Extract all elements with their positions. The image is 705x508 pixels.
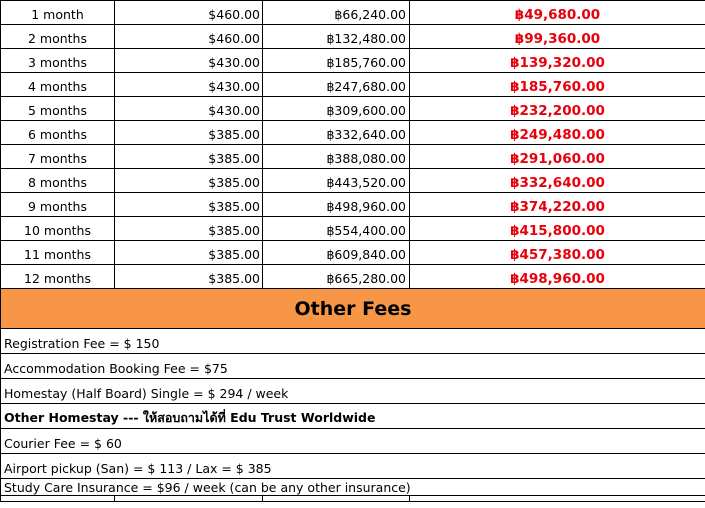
weekly-rate-cell: $385.00 (115, 217, 263, 241)
thb-amount-cell: ฿665,280.00 (263, 265, 410, 289)
duration-cell: 5 months (1, 97, 115, 121)
accommodation-booking-fee: Accommodation Booking Fee = $75 (1, 354, 705, 379)
fee-row (1, 479, 705, 496)
duration-cell: 6 months (1, 121, 115, 145)
registration-fee: Registration Fee = $ 150 (1, 329, 705, 354)
duration-cell: 3 months (1, 49, 115, 73)
thb-amount-cell: ฿185,760.00 (263, 49, 410, 73)
table-row (1, 241, 705, 265)
weekly-rate-cell: $385.00 (115, 121, 263, 145)
table-row (1, 49, 705, 73)
table-row (1, 97, 705, 121)
weekly-rate-cell: $385.00 (115, 265, 263, 289)
insurance-fee: Study Care Insurance = $96 / week (can be any other insurance) (1, 479, 705, 496)
thb-amount-cell: ฿443,520.00 (263, 169, 410, 193)
table-row (1, 73, 705, 97)
fee-row (1, 429, 705, 454)
thb-amount-cell: ฿247,680.00 (263, 73, 410, 97)
weekly-rate-cell: $385.00 (115, 241, 263, 265)
weekly-rate-cell: $385.00 (115, 169, 263, 193)
duration-cell: 10 months (1, 217, 115, 241)
thb-amount-cell: ฿332,640.00 (263, 121, 410, 145)
thb-amount-cell: ฿66,240.00 (263, 1, 410, 25)
total-price-cell: ฿232,200.00 (410, 97, 705, 121)
fee-row (1, 404, 705, 429)
other-fees-header-row (1, 289, 705, 329)
total-price-cell: ฿185,760.00 (410, 73, 705, 97)
table-stub-row (1, 496, 705, 502)
fee-row (1, 329, 705, 354)
weekly-rate-cell: $385.00 (115, 193, 263, 217)
thb-amount-cell: ฿609,840.00 (263, 241, 410, 265)
other-homestay-note: Other Homestay --- ให้สอบถามได้ที่ Edu Trust Worldwide (1, 404, 705, 429)
thb-amount-cell: ฿132,480.00 (263, 25, 410, 49)
courier-fee: Courier Fee = $ 60 (1, 429, 705, 454)
total-price-cell: ฿374,220.00 (410, 193, 705, 217)
table-row (1, 217, 705, 241)
duration-cell: 12 months (1, 265, 115, 289)
fee-row (1, 379, 705, 404)
fee-row (1, 354, 705, 379)
total-price-cell: ฿99,360.00 (410, 25, 705, 49)
table-row (1, 265, 705, 289)
duration-cell: 1 month (1, 1, 115, 25)
weekly-rate-cell: $460.00 (115, 1, 263, 25)
thb-amount-cell: ฿498,960.00 (263, 193, 410, 217)
airport-pickup-fee: Airport pickup (San) = $ 113 / Lax = $ 385 (1, 454, 705, 479)
other-fees-title: Other Fees (1, 289, 705, 329)
weekly-rate-cell: $430.00 (115, 49, 263, 73)
total-price-cell: ฿139,320.00 (410, 49, 705, 73)
total-price-cell: ฿291,060.00 (410, 145, 705, 169)
homestay-fee: Homestay (Half Board) Single = $ 294 / week (1, 379, 705, 404)
table-row (1, 121, 705, 145)
table-row (1, 193, 705, 217)
thb-amount-cell: ฿309,600.00 (263, 97, 410, 121)
thb-amount-cell: ฿388,080.00 (263, 145, 410, 169)
weekly-rate-cell: $430.00 (115, 73, 263, 97)
duration-cell: 11 months (1, 241, 115, 265)
thb-amount-cell: ฿554,400.00 (263, 217, 410, 241)
weekly-rate-cell: $460.00 (115, 25, 263, 49)
total-price-cell: ฿49,680.00 (410, 1, 705, 25)
table-row (1, 1, 705, 25)
weekly-rate-cell: $385.00 (115, 145, 263, 169)
total-price-cell: ฿332,640.00 (410, 169, 705, 193)
duration-cell: 7 months (1, 145, 115, 169)
total-price-cell: ฿415,800.00 (410, 217, 705, 241)
table-row (1, 145, 705, 169)
duration-cell: 2 months (1, 25, 115, 49)
table-row (1, 169, 705, 193)
table-row (1, 25, 705, 49)
duration-cell: 9 months (1, 193, 115, 217)
weekly-rate-cell: $430.00 (115, 97, 263, 121)
total-price-cell: ฿457,380.00 (410, 241, 705, 265)
duration-cell: 8 months (1, 169, 115, 193)
duration-cell: 4 months (1, 73, 115, 97)
fee-row (1, 454, 705, 479)
total-price-cell: ฿498,960.00 (410, 265, 705, 289)
total-price-cell: ฿249,480.00 (410, 121, 705, 145)
